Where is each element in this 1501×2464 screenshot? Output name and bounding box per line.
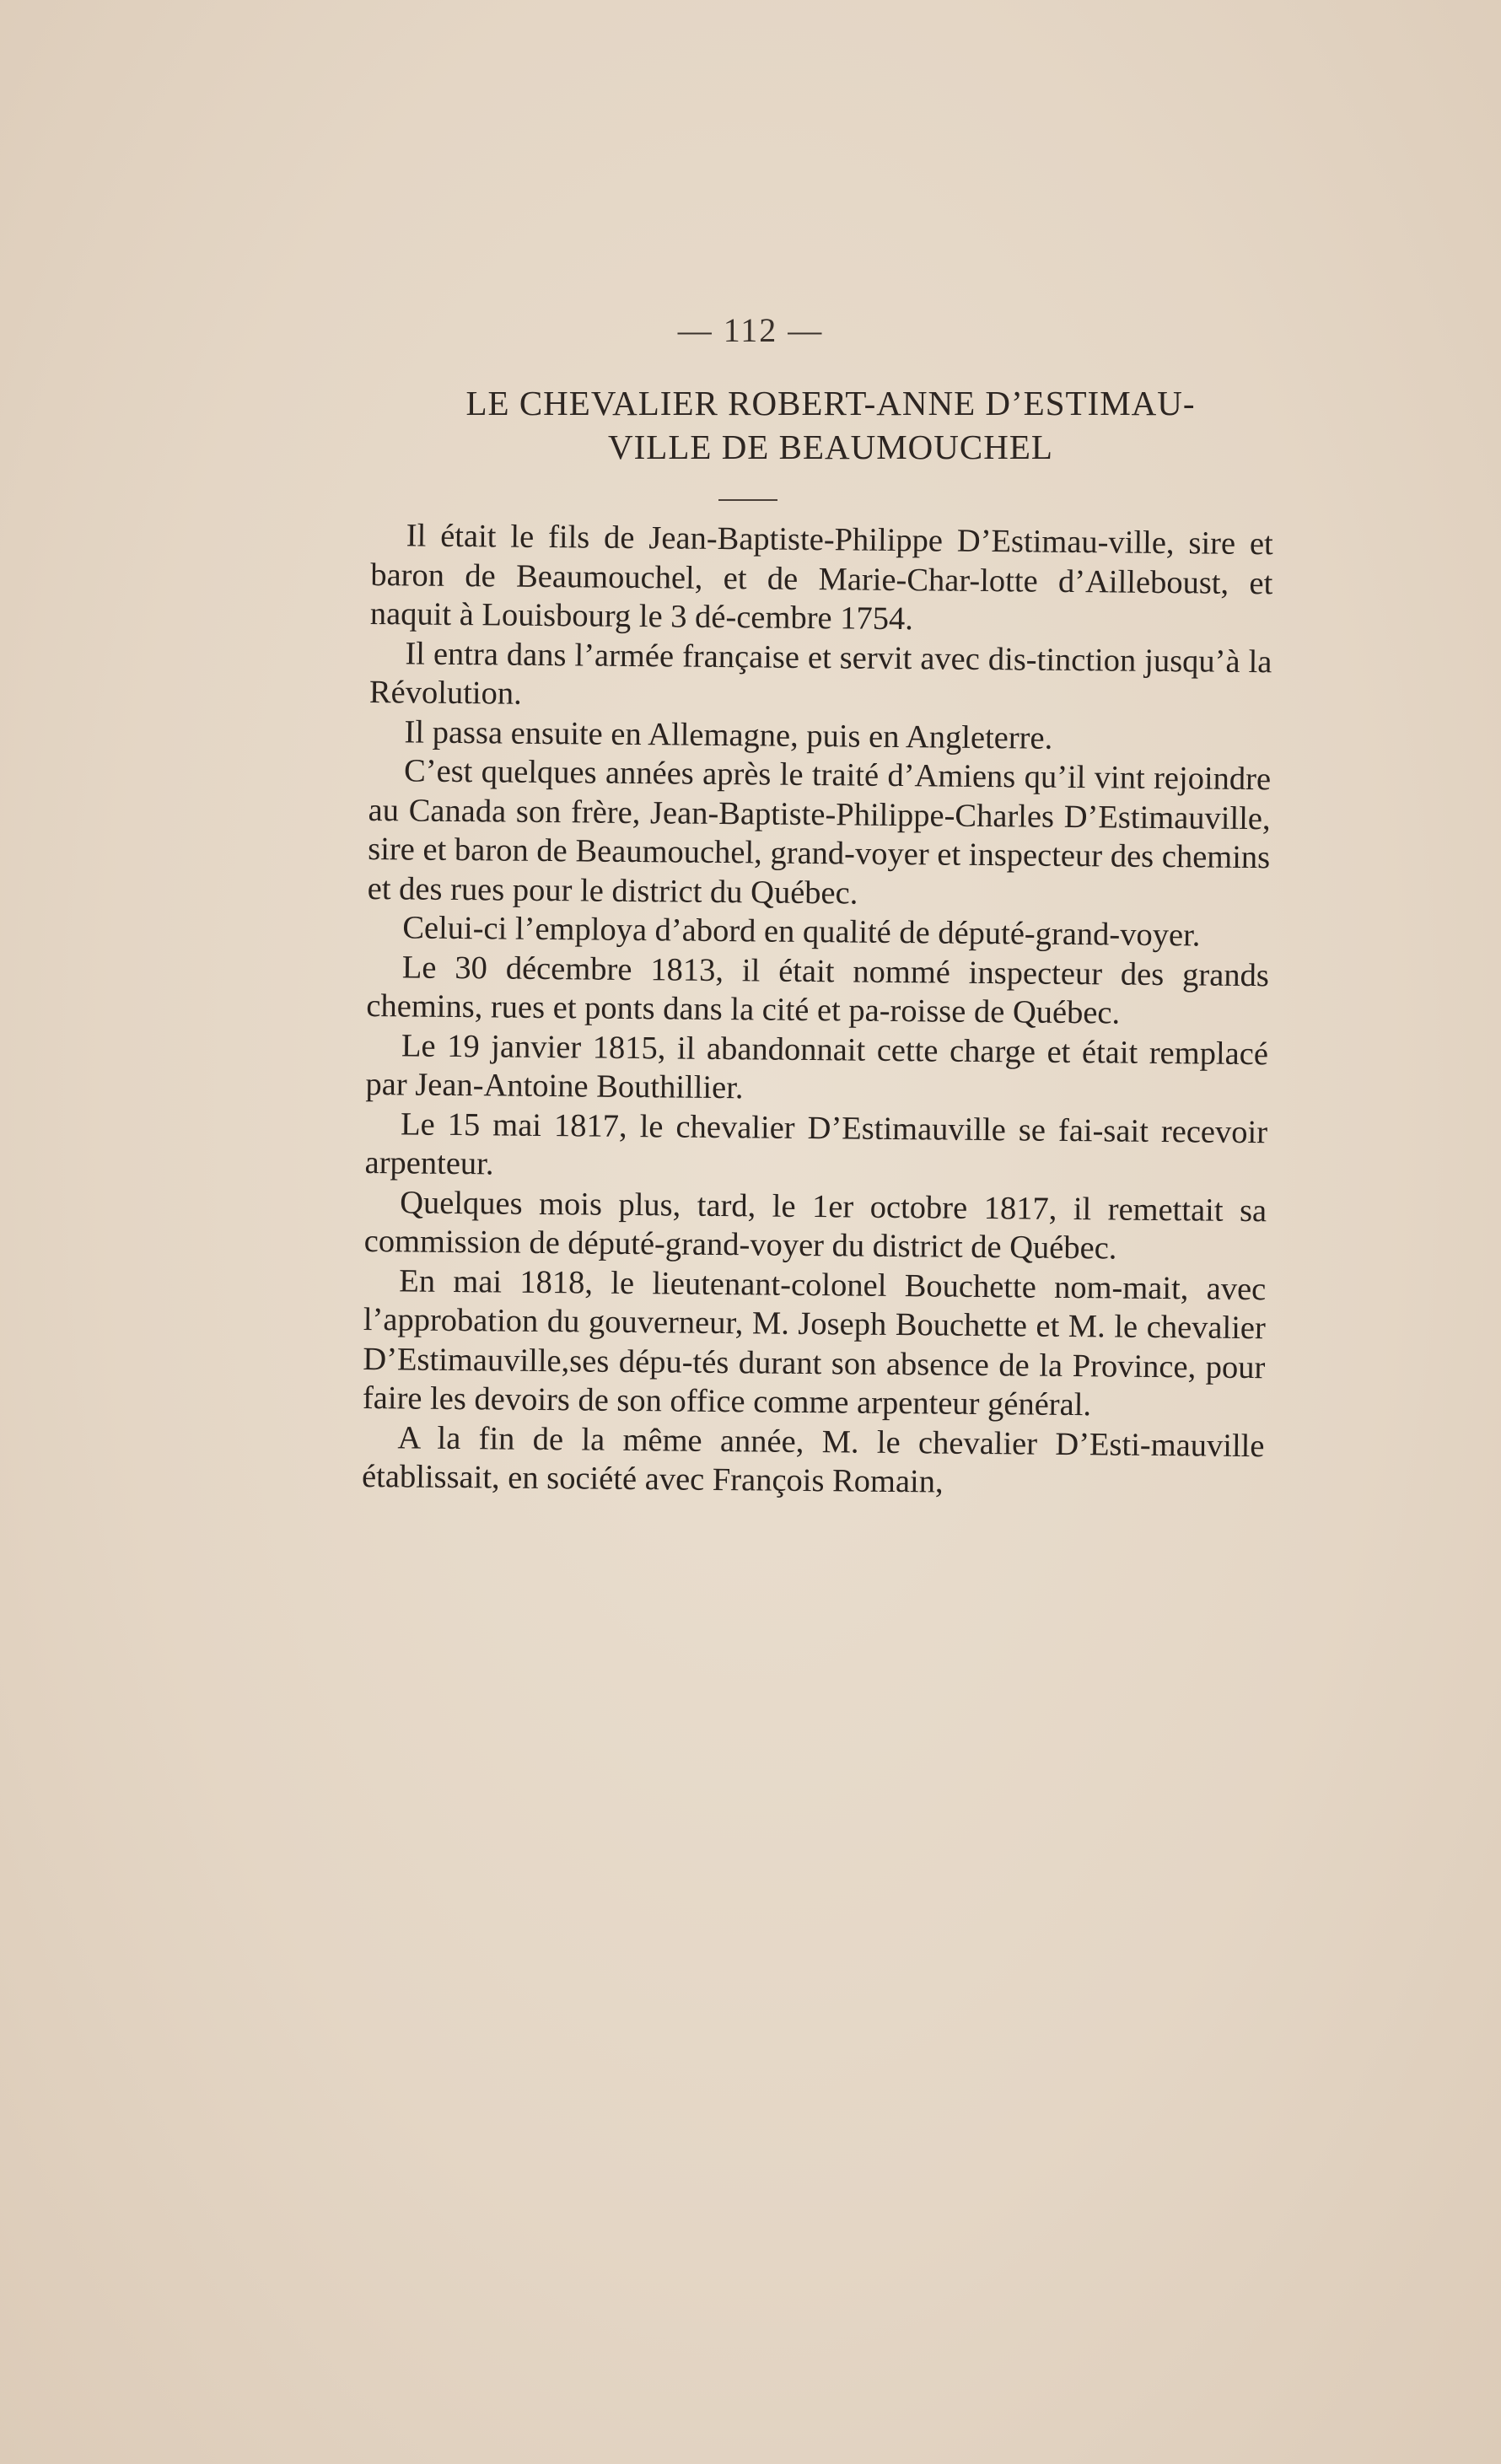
body-text xyxy=(362,516,1273,1505)
paragraph: En mai 1818, le lieutenant-colonel Bouchette nom-mait, avec l’approbation du gouverneur, M. Joseph Bouchette et M. le chevalier D’Estimauville,ses dépu-tés durant son absence de la Province, pour faire les devoirs de son office comme arpenteur général. xyxy=(362,1262,1267,1423)
paragraph: Il passa ensuite en Allemagne, puis en Angleterre. xyxy=(404,713,1053,756)
paragraph: Il était le fils de Jean-Baptiste-Philippe D’Estimau-ville, sire et baron de Beaumouchel, et de Marie-Char-lotte d’Ailleboust, et naquit à Louisbourg le 3 dé-cembre 1754. xyxy=(369,518,1273,638)
paragraph: C’est quelques années après le traité d’Amiens qu’il vint rejoindre au Canada son frère, Jean-Baptiste-Philippe-Charles D’Estimauville, sire et baron de Beaumouchel, grand-voyer et inspecteur des chemins et des rues pour le district du Québec. xyxy=(367,753,1272,912)
page-number: — 112 — xyxy=(677,311,824,349)
paragraph: Quelques mois plus, tard, le 1er octobre 1817, il remettait sa commission de député-grand-voyer du district de Québec. xyxy=(363,1184,1267,1267)
paragraph: A la fin de la même année, M. le chevalier D’Esti-mauville établissait, en société avec François Romain, xyxy=(361,1419,1265,1500)
chapter-title xyxy=(371,381,1290,469)
paragraph: Le 19 janvier 1815, il abandonnait cette charge et était remplacé par Jean-Antoine Bouthillier. xyxy=(365,1027,1269,1106)
paragraph: Le 30 décembre 1813, il était nommé inspecteur des grands chemins, rues et ponts dans la cité et pa-roisse de Québec. xyxy=(366,949,1270,1031)
title-divider xyxy=(718,499,777,501)
chapter-title-line-2: VILLE DE BEAUMOUCHEL xyxy=(608,428,1053,466)
paragraph: Celui-ci l’employa d’abord en qualité de député-grand-voyer. xyxy=(402,910,1201,954)
paragraph: Il entra dans l’armée française et servit avec dis-tinction jusqu’à la Révolution. xyxy=(369,635,1272,712)
paragraph: Le 15 mai 1817, le chevalier D’Estimauville se fai-sait recevoir arpenteur. xyxy=(364,1106,1268,1182)
chapter-title-line-1: LE CHEVALIER ROBERT-ANNE D’ESTIMAU- xyxy=(465,384,1196,422)
